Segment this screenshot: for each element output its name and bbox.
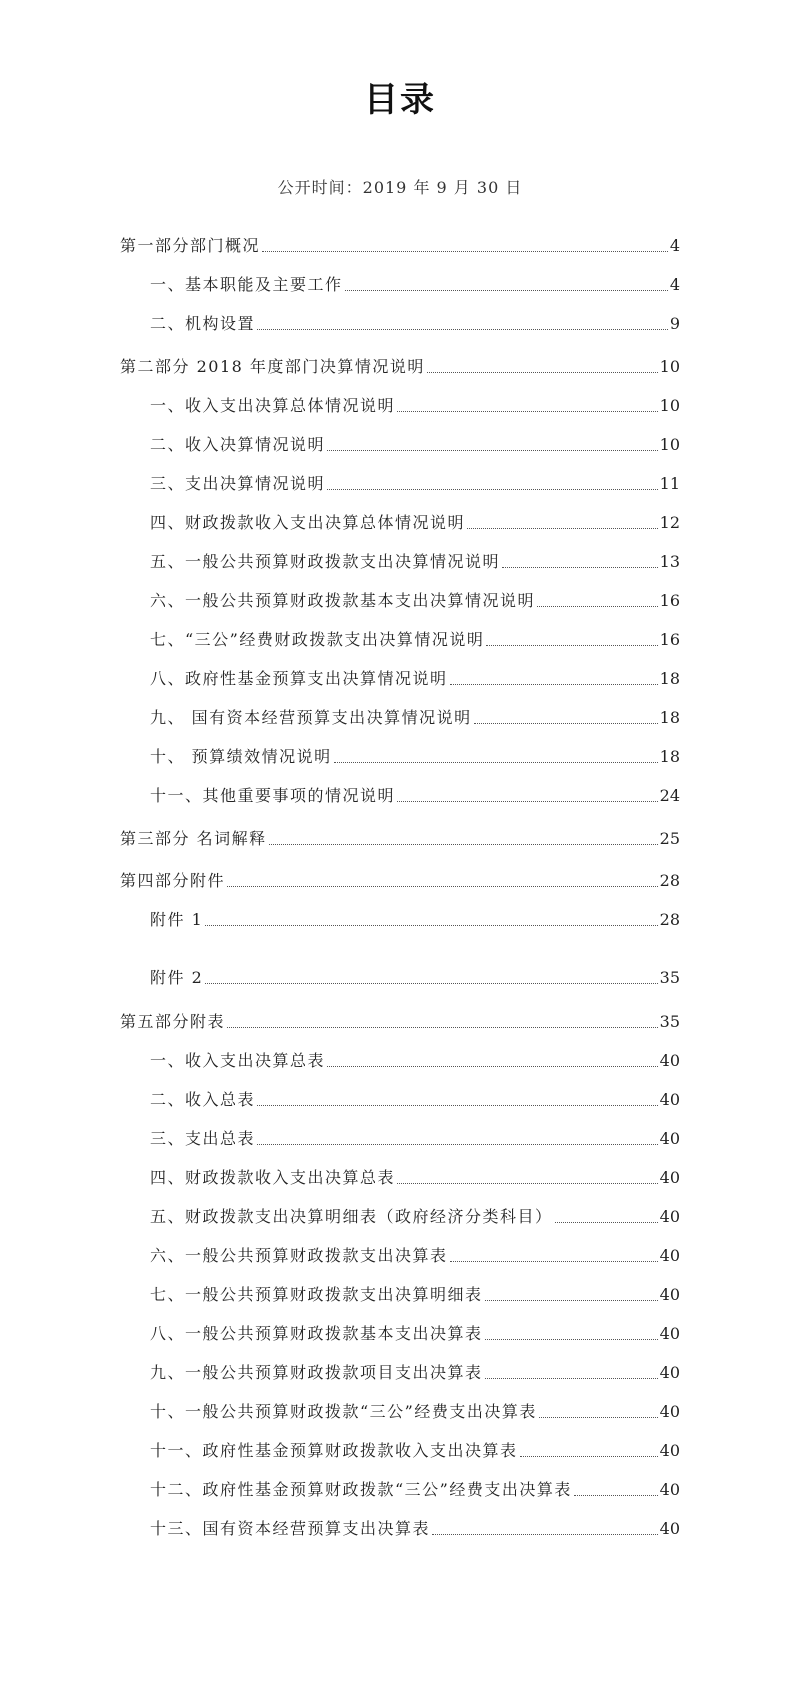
toc-page-number: 40: [659, 1324, 680, 1343]
toc-page-number: 40: [659, 1363, 680, 1382]
toc-entry-title: 一、基本职能及主要工作: [150, 275, 343, 294]
toc-entry-title: 五、一般公共预算财政拨款支出决算情况说明: [150, 552, 501, 571]
toc-entry-title: 四、财政拨款收入支出决算总表: [150, 1168, 396, 1187]
toc-dot-leader: [269, 844, 658, 845]
toc-dot-leader: [474, 723, 658, 724]
toc-dot-leader: [227, 1027, 658, 1028]
toc-dot-leader: [427, 372, 658, 373]
toc-entry-title: 七、一般公共预算财政拨款支出决算明细表: [150, 1285, 483, 1304]
toc-dot-leader: [485, 1339, 658, 1340]
toc-dot-leader: [502, 567, 658, 568]
toc-dot-leader: [520, 1456, 658, 1457]
toc-page-number: 40: [659, 1285, 680, 1304]
toc-dot-leader: [397, 411, 658, 412]
toc-page-number: 16: [659, 591, 680, 610]
toc-entry[interactable]: [120, 825, 680, 849]
toc-page-number: 25: [659, 829, 680, 848]
toc-page-number: 10: [659, 435, 680, 454]
toc-dot-leader: [450, 1261, 658, 1262]
toc-entry[interactable]: [150, 782, 680, 806]
toc-page-number: 24: [659, 786, 680, 805]
toc-entry-title: 六、一般公共预算财政拨款基本支出决算情况说明: [150, 591, 536, 610]
toc-dot-leader: [485, 1378, 658, 1379]
toc-entry-title: 八、政府性基金预算支出决算情况说明: [150, 669, 448, 688]
toc-page-number: 35: [659, 968, 680, 987]
toc-entry[interactable]: [150, 548, 680, 572]
toc-page-number: 10: [659, 396, 680, 415]
toc-entry-title: 一、收入支出决算总体情况说明: [150, 396, 396, 415]
toc-dot-leader: [257, 1144, 658, 1145]
toc-dot-leader: [539, 1417, 658, 1418]
toc-dot-leader: [537, 606, 658, 607]
toc-dot-leader: [327, 450, 658, 451]
toc-entry[interactable]: [150, 1359, 680, 1383]
toc-entry-title: 三、支出总表: [150, 1129, 256, 1148]
toc-entry-title: 附件 2: [150, 968, 204, 987]
toc-entry[interactable]: [150, 1476, 680, 1500]
toc-dot-leader: [432, 1534, 658, 1535]
toc-entry-title: 九、一般公共预算财政拨款项目支出决算表: [150, 1363, 483, 1382]
toc-page-number: 18: [659, 708, 680, 727]
toc-page-number: 4: [669, 236, 680, 255]
toc-entry[interactable]: [150, 626, 680, 650]
toc-entry-title: 九、 国有资本经营预算支出决算情况说明: [150, 708, 472, 727]
toc-page-number: 16: [659, 630, 680, 649]
toc-dot-leader: [467, 528, 658, 529]
toc-dot-leader: [227, 886, 658, 887]
toc-entry-title: 三、支出决算情况说明: [150, 474, 326, 493]
toc-entry[interactable]: [150, 1398, 680, 1422]
toc-page-number: 40: [659, 1246, 680, 1265]
toc-entry[interactable]: [150, 271, 680, 295]
toc-dot-leader: [345, 290, 668, 291]
toc-dot-leader: [574, 1495, 658, 1496]
toc-page-number: 40: [659, 1519, 680, 1538]
toc-page-number: 40: [659, 1480, 680, 1499]
toc-page-number: 40: [659, 1051, 680, 1070]
toc-dot-leader: [257, 329, 668, 330]
toc-page-number: 28: [659, 910, 680, 929]
toc-dot-leader: [397, 1183, 658, 1184]
toc-dot-leader: [205, 983, 657, 984]
toc-page-number: 9: [669, 314, 680, 333]
toc-entry-title: 四、财政拨款收入支出决算总体情况说明: [150, 513, 466, 532]
toc-page-number: 40: [659, 1207, 680, 1226]
toc-entry[interactable]: [150, 665, 680, 689]
toc-dot-leader: [334, 762, 658, 763]
toc-dot-leader: [327, 1066, 658, 1067]
toc-entry-title: 一、收入支出决算总表: [150, 1051, 326, 1070]
toc-entry[interactable]: [150, 587, 680, 611]
toc-entry-title: 十一、其他重要事项的情况说明: [150, 786, 396, 805]
toc-entry[interactable]: [120, 232, 680, 256]
toc-page-number: 18: [659, 747, 680, 766]
toc-entry-title: 第三部分 名词解释: [120, 829, 267, 848]
toc-page-number: 35: [659, 1012, 680, 1031]
toc-entry[interactable]: [150, 310, 680, 334]
toc-page-number: 40: [659, 1441, 680, 1460]
toc-page-number: 40: [659, 1402, 680, 1421]
toc-entry-title: 二、收入决算情况说明: [150, 435, 326, 454]
toc-entry-title: 二、机构设置: [150, 314, 256, 333]
toc-entry[interactable]: [120, 1008, 680, 1032]
publish-date: 公开时间：2019 年 9 月 30 日: [277, 178, 523, 197]
toc-entry[interactable]: [150, 470, 680, 494]
toc-entry-title: 十、 预算绩效情况说明: [150, 747, 332, 766]
toc-page-number: 28: [659, 871, 680, 890]
toc-entry[interactable]: [150, 509, 680, 533]
toc-dot-leader: [205, 925, 657, 926]
toc-page-number: 40: [659, 1090, 680, 1109]
toc-entry[interactable]: [150, 1320, 680, 1344]
toc-dot-leader: [257, 1105, 658, 1106]
toc-dot-leader: [555, 1222, 658, 1223]
toc-entry[interactable]: [150, 1281, 680, 1305]
toc-dot-leader: [327, 489, 658, 490]
toc-entry[interactable]: [150, 1203, 680, 1227]
toc-entry-title: 附件 1: [150, 910, 204, 929]
toc-entry[interactable]: [150, 906, 680, 930]
toc-entry-title: 七、“三公”经费财政拨款支出决算情况说明: [150, 630, 485, 649]
toc-entry-title: 十二、政府性基金预算财政拨款“三公”经费支出决算表: [150, 1480, 572, 1499]
toc-entry-title: 第二部分 2018 年度部门决算情况说明: [120, 357, 425, 376]
toc-entry-title: 六、一般公共预算财政拨款支出决算表: [150, 1246, 448, 1265]
toc-entry[interactable]: [150, 1515, 680, 1539]
toc-dot-leader: [397, 801, 658, 802]
toc-entry-title: 十一、政府性基金预算财政拨款收入支出决算表: [150, 1441, 518, 1460]
toc-entry[interactable]: [120, 867, 680, 891]
toc-entry[interactable]: [150, 1164, 680, 1188]
toc-entry[interactable]: [150, 1125, 680, 1149]
toc-page-number: 40: [659, 1129, 680, 1148]
toc-dot-leader: [485, 1300, 658, 1301]
toc-page-number: 13: [659, 552, 680, 571]
toc-entry[interactable]: [150, 431, 680, 455]
toc-entry-title: 第五部分附表: [120, 1012, 226, 1031]
toc-entry[interactable]: [150, 1086, 680, 1110]
toc-entry-title: 五、财政拨款支出决算明细表（政府经济分类科目）: [150, 1207, 553, 1226]
toc-entry[interactable]: [150, 1242, 680, 1266]
toc-entry[interactable]: [150, 743, 680, 767]
toc-page-number: 11: [659, 474, 680, 493]
toc-entry-title: 第一部分部门概况: [120, 236, 261, 255]
toc-entry-title: 二、收入总表: [150, 1090, 256, 1109]
toc-page-number: 18: [659, 669, 680, 688]
toc-page-number: 10: [659, 357, 680, 376]
toc-entry[interactable]: [150, 964, 680, 988]
toc-entry[interactable]: [150, 1437, 680, 1461]
toc-entry[interactable]: [150, 392, 680, 416]
toc-page-number: 4: [669, 275, 680, 294]
toc-entry-title: 十、一般公共预算财政拨款“三公”经费支出决算表: [150, 1402, 537, 1421]
toc-dot-leader: [262, 251, 668, 252]
toc-entry-title: 第四部分附件: [120, 871, 226, 890]
toc-entry-title: 十三、国有资本经营预算支出决算表: [150, 1519, 431, 1538]
toc-entry[interactable]: [150, 1047, 680, 1071]
page-title: 目录: [364, 80, 436, 120]
toc-entry[interactable]: [150, 704, 680, 728]
toc-dot-leader: [486, 645, 657, 646]
toc-entry-title: 八、一般公共预算财政拨款基本支出决算表: [150, 1324, 483, 1343]
toc-dot-leader: [450, 684, 658, 685]
toc-page-number: 40: [659, 1168, 680, 1187]
toc-page-number: 12: [659, 513, 680, 532]
toc-entry[interactable]: [120, 353, 680, 377]
